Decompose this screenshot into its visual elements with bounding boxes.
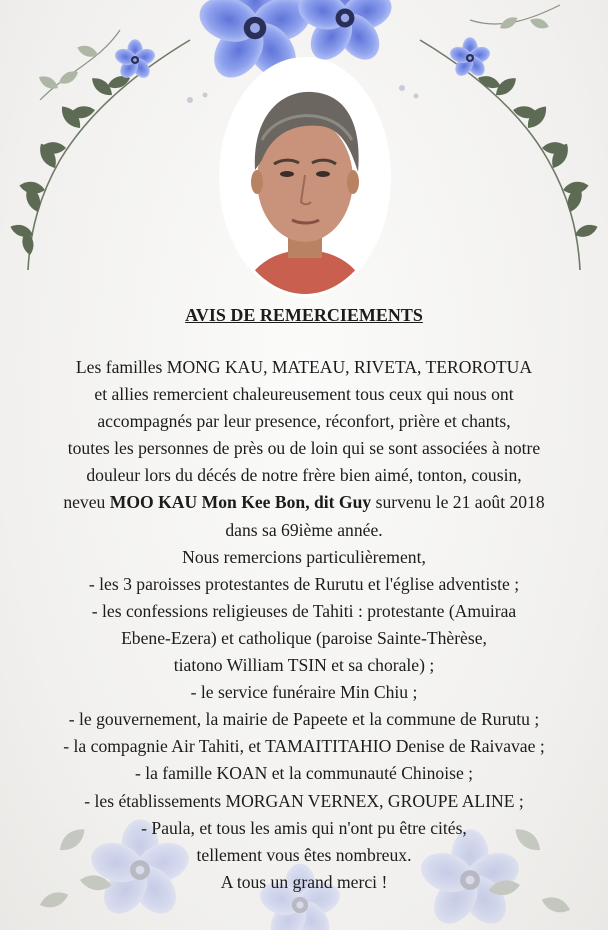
thanks-item: - le service funéraire Min Chiu ;	[190, 682, 418, 703]
notice-body	[0, 354, 608, 896]
closing-line: A tous un grand merci !	[220, 871, 388, 892]
thanks-item: - Paula, et tous les amis qui n'ont pu être cités,	[141, 817, 467, 838]
body-line: dans sa 69ième année.	[225, 519, 383, 540]
neveu-suffix: survenu le 21 août 2018	[371, 492, 545, 513]
thanks-item: - le gouvernement, la mairie de Papeete et la commune de Rurutu ;	[68, 709, 540, 730]
thanks-item: - les 3 paroisses protestantes de Rurutu et l'église adventiste ;	[88, 573, 520, 594]
thanks-item: - les confessions religieuses de Tahiti : protestante (Amuiraa	[91, 600, 517, 621]
left-branch	[9, 30, 190, 270]
body-line: Les familles MONG KAU, MATEAU, RIVETA, TEROROTUA	[75, 357, 533, 377]
body-line: accompagnés par leur presence, réconfort, prière et chants,	[97, 411, 511, 432]
neveu-prefix: neveu	[63, 492, 110, 513]
deceased-name: MOO KAU Mon Kee Bon, dit Guy	[109, 492, 372, 513]
notice-heading: AVIS DE REMERCIEMENTS	[185, 305, 423, 325]
thanks-item: tiatono William TSIN et sa chorale) ;	[173, 655, 435, 676]
body-line: et allies remercient chaleureusement tous ceux qui nous ont	[94, 384, 514, 405]
thanks-item: Ebene-Ezera) et catholique (paroise Sainte-Thèrèse,	[121, 627, 487, 648]
thanks-item: - les établissements MORGAN VERNEX, GROUPE ALINE ;	[84, 790, 524, 811]
portrait-drawing	[222, 60, 388, 294]
deceased-line	[0, 489, 608, 516]
right-branch	[420, 5, 599, 270]
body-line: Nous remercions particulièrement,	[182, 546, 426, 567]
body-line: toutes les personnes de près ou de loin qui se sont associées à notre	[67, 438, 541, 459]
body-line: douleur lors du décés de notre frère bien aimé, tonton, cousin,	[86, 465, 522, 486]
body-line: tellement vous êtes nombreux.	[196, 844, 412, 865]
thanks-item: - la compagnie Air Tahiti, et TAMAITITAHIO Denise de Raivavae ;	[63, 736, 545, 757]
thanks-item: - la famille KOAN et la communauté Chinoise ;	[134, 763, 474, 784]
portrait-photo	[222, 60, 388, 294]
